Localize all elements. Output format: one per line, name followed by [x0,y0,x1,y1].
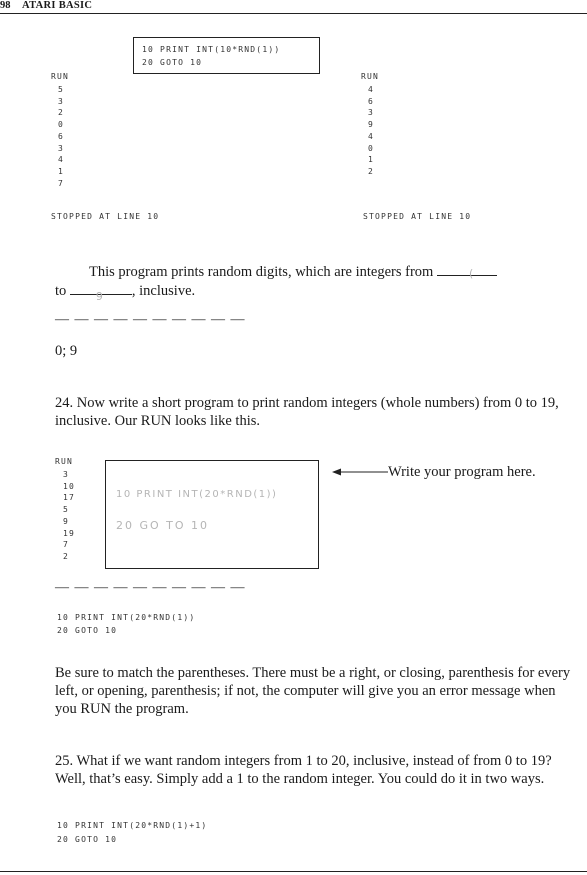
write-program-here: Write your program here. [388,464,536,480]
program-box [133,37,320,74]
list-item: 3 [63,470,70,479]
q24-run-label: RUN [55,457,74,466]
question-23-part-1: This program prints random digits, which are integers from [89,264,434,280]
list-item: 4 [58,155,65,165]
running-title: ATARI BASIC [22,0,93,11]
handwritten-mark-2: 9 [95,290,105,303]
footer-rule [0,871,587,872]
run-right-stopped: STOPPED AT LINE 10 [363,212,472,221]
q24-run-values [63,469,75,563]
list-item: 3 [58,143,65,153]
question-24: 24. Now write a short program to print random integers (whole numbers) from 0 to 19, inclusive. Our RUN looks like this. [55,395,559,429]
list-item: 0 [368,143,375,153]
list-item: 5 [58,85,65,94]
separator-dashes-2: — — — — — — — — — — [55,580,246,595]
answer-24-line-1: 10 PRINT INT(20*RND(1)) [57,613,196,622]
answer-blank-2 [70,290,132,303]
list-item: 7 [58,178,65,188]
list-item: 0 [58,120,65,130]
separator-dashes-1: — — — — — — — — — — [55,312,246,327]
list-item: 6 [368,96,375,106]
answer-23: 0; 9 [55,343,78,359]
list-item: 2 [63,551,70,561]
list-item: 9 [63,516,70,526]
arrow-left-icon [332,466,388,478]
answer-blank-1 [437,267,497,280]
list-item: 4 [368,85,375,94]
run-right-label: RUN [361,72,380,81]
list-item: 5 [63,505,70,515]
question-23-line-1 [89,263,497,281]
list-item: 4 [368,131,375,141]
list-item: 2 [368,166,375,176]
program-answer-box[interactable] [105,460,319,569]
parentheses-paragraph: Be sure to match the parentheses. There must be a right, or closing, parenthesis for every left, or opening, parenthesis; if not, the computer will give you an error message when you RUN the program. [55,665,571,717]
handwritten-line-1: 10 PRINT INT(20*RND(1)) [116,489,278,500]
question-23-part-3: , inclusive. [131,283,196,299]
list-item: 17 [63,493,76,503]
question-23-part-2: to [55,283,67,299]
program-line-1: 10 PRINT INT(10*RND(1)) [142,45,281,54]
list-item: 3 [58,96,65,106]
q25-code-line-2: 20 GOTO 10 [57,835,118,844]
answer-24-line-2: 20 GOTO 10 [57,626,118,635]
list-item: 9 [368,120,375,130]
page-number: 98 [0,0,11,11]
header-rule [0,13,587,14]
list-item: 1 [58,166,65,176]
program-line-2: 20 GOTO 10 [142,58,203,67]
handwritten-line-2: 20 GO TO 10 [116,519,210,532]
run-left-values [58,84,64,189]
q25-code-line-1: 10 PRINT INT(20*RND(1)+1) [57,821,208,830]
question-25: 25. What if we want random integers from 1 to 20, inclusive, instead of from 0 to 19? Well, that’s easy. Simply add a 1 to the random integer. You could do it in two ways. [55,753,552,787]
page-header [0,0,587,14]
run-right-values [368,84,374,178]
list-item: 7 [63,540,70,550]
list-item: 6 [58,131,65,141]
run-left-label: RUN [51,72,70,81]
run-left-stopped: STOPPED AT LINE 10 [51,212,160,221]
question-23-line-2 [55,282,196,303]
list-item: 3 [368,108,375,118]
list-item: 10 [63,481,76,491]
list-item: 19 [63,528,76,538]
handwritten-mark-1: ( [468,267,476,280]
list-item: 2 [58,108,65,118]
list-item: 1 [368,155,375,165]
